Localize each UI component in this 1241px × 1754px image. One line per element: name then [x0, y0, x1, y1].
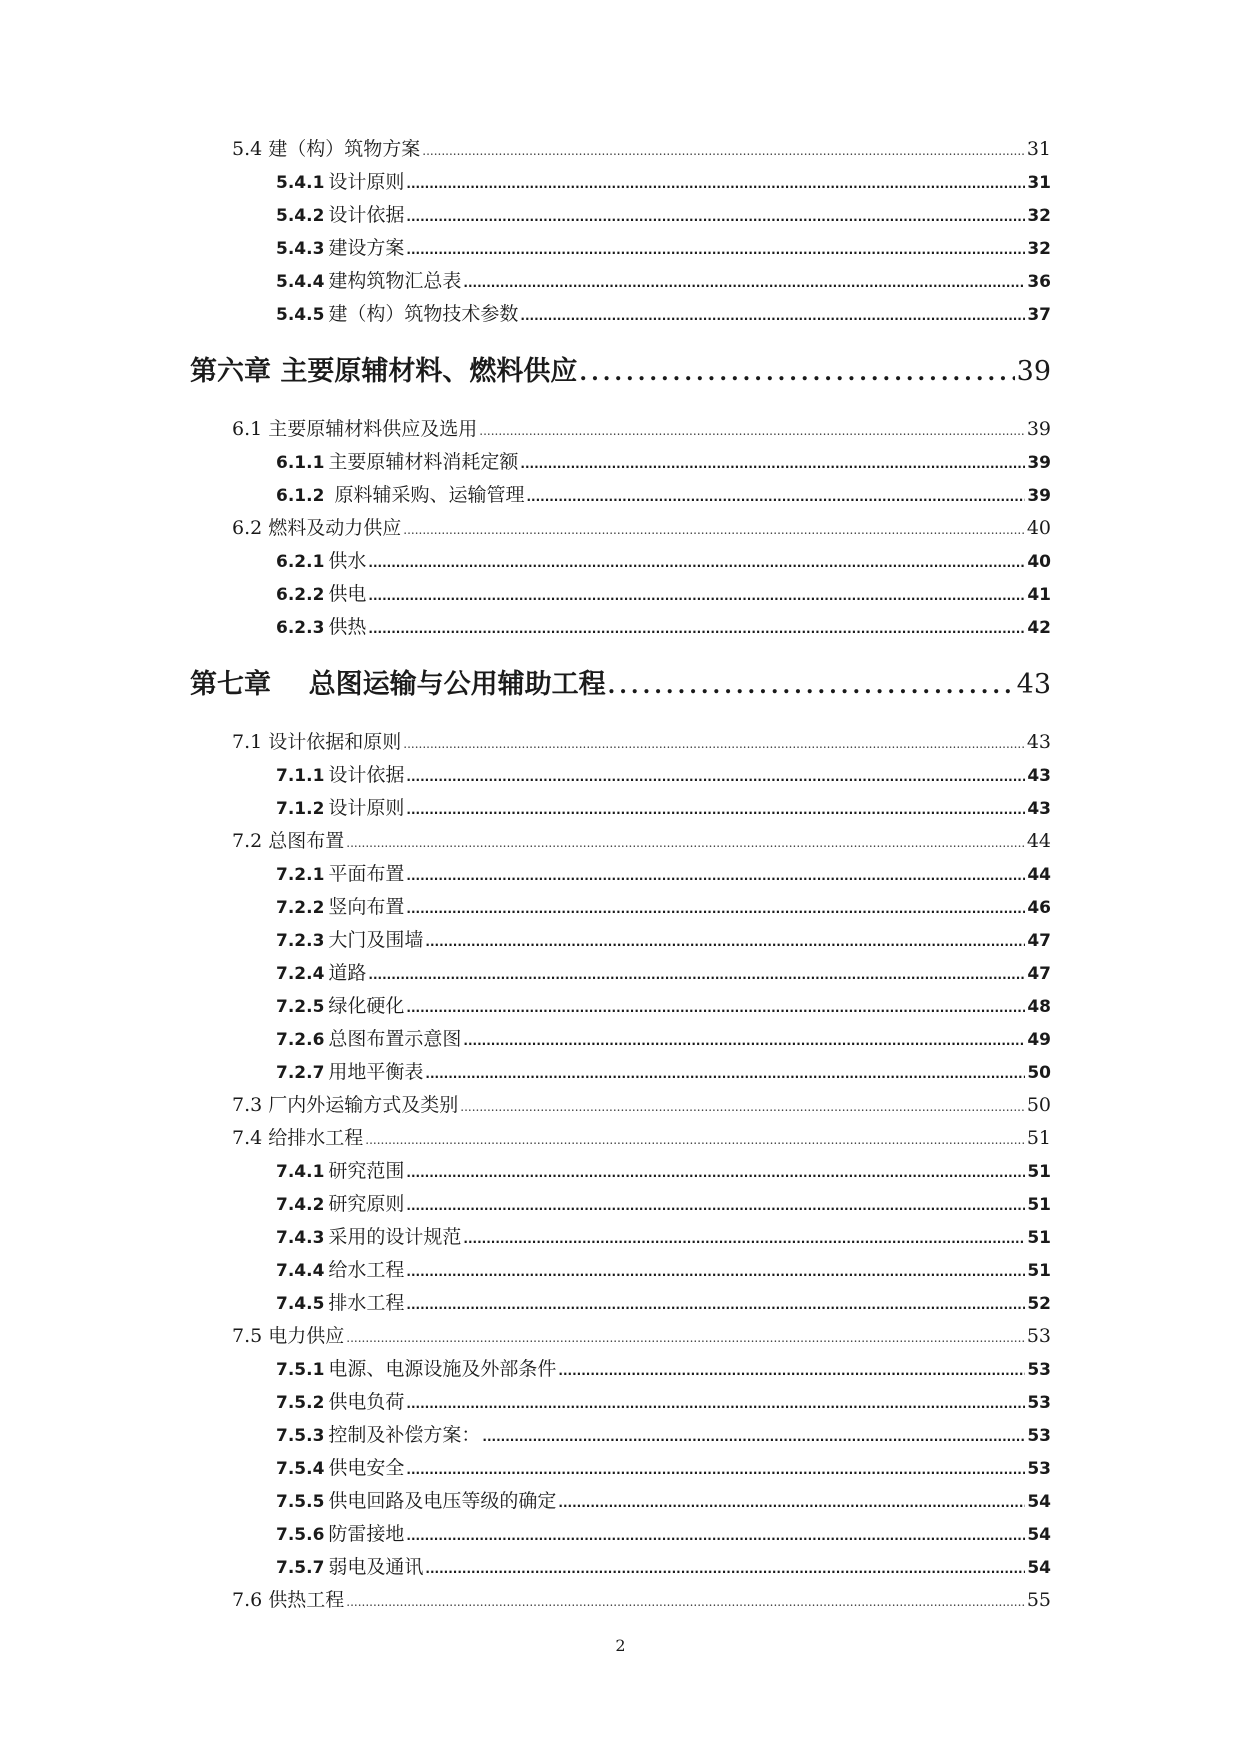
- toc-dot-leader: [422, 135, 1025, 168]
- toc-entry-number: 7.1.1: [276, 766, 325, 786]
- toc-entry-title: 7.3 厂内外运输方式及类别: [232, 1094, 459, 1116]
- toc-entry-label: [232, 413, 477, 446]
- toc-entry-label: [232, 512, 401, 545]
- toc-entry-number: 7.5.2: [276, 1393, 325, 1413]
- toc-dot-leader: [460, 1091, 1025, 1124]
- toc-entry-label: [276, 1518, 404, 1552]
- toc-entry-title: 主要原辅材料消耗定额: [328, 451, 519, 473]
- toc-section-entry[interactable]: [232, 1584, 1051, 1617]
- toc-entry-title: 7.5 电力供应: [232, 1325, 345, 1347]
- toc-dot-leader: [558, 1487, 1025, 1520]
- toc-entry-label: [276, 891, 404, 925]
- toc-entry-number: 7.2.1: [276, 865, 325, 885]
- toc-entry-page: 51: [1027, 1228, 1051, 1248]
- toc-subsection-entry[interactable]: [276, 545, 1051, 578]
- toc-entry-label: [276, 1221, 461, 1255]
- toc-entry-title: 电源、电源设施及外部条件: [328, 1358, 557, 1380]
- toc-entry-page: 32: [1027, 239, 1051, 259]
- toc-entry-title: 设计依据: [328, 204, 405, 226]
- toc-entry-page: 37: [1027, 305, 1051, 325]
- toc-section-entry[interactable]: [232, 1320, 1051, 1353]
- toc-entry-page: 52: [1027, 1294, 1051, 1314]
- toc-entry-label: [276, 446, 518, 480]
- toc-entry-title: 第六章 主要原辅材料、燃料供应: [190, 356, 578, 387]
- toc-entry-page: 40: [1027, 552, 1051, 572]
- toc-dot-leader: [463, 267, 1025, 300]
- toc-entry-label: [232, 1122, 363, 1155]
- toc-entry-label: [232, 726, 401, 759]
- toc-entry-label: [276, 1419, 480, 1453]
- toc-entry-page: 46: [1027, 898, 1051, 918]
- toc-subsection-entry[interactable]: [276, 298, 1051, 331]
- toc-dot-leader: [463, 1025, 1025, 1058]
- toc-entry-title: 用地平衡表: [328, 1061, 424, 1083]
- toc-entry-number: 7.2.3: [276, 931, 325, 951]
- toc-dot-leader: [346, 1322, 1025, 1355]
- toc-subsection-entry[interactable]: [276, 1023, 1051, 1056]
- toc-entry-page: 48: [1027, 997, 1051, 1017]
- toc-subsection-entry[interactable]: [276, 578, 1051, 611]
- toc-entry-label: [276, 578, 366, 612]
- toc-dot-leader: [406, 860, 1025, 893]
- toc-entry-number: 7.5.6: [276, 1525, 325, 1545]
- toc-subsection-entry[interactable]: [276, 479, 1051, 512]
- toc-subsection-entry[interactable]: [276, 1287, 1051, 1320]
- toc-dot-leader: [406, 992, 1025, 1025]
- toc-entry-page: 51: [1026, 1127, 1051, 1149]
- toc-dot-leader: [520, 448, 1025, 481]
- toc-entry-page: 44: [1026, 830, 1051, 852]
- toc-entry-title: 7.6 供热工程: [232, 1589, 345, 1611]
- toc-entry-page: 31: [1026, 138, 1051, 160]
- toc-entry-page: 41: [1027, 585, 1051, 605]
- toc-entry-page: 53: [1027, 1459, 1051, 1479]
- toc-entry-label: [276, 232, 404, 266]
- toc-entry-number: 6.1.1: [276, 453, 325, 473]
- toc-entry-label: [276, 792, 404, 826]
- toc-entry-number: 7.4.1: [276, 1162, 325, 1182]
- toc-entry-page: 51: [1027, 1162, 1051, 1182]
- toc-dot-leader: [608, 645, 1015, 727]
- toc-subsection-entry[interactable]: [276, 1221, 1051, 1254]
- toc-dot-leader: [406, 893, 1025, 926]
- toc-entry-page: 44: [1027, 865, 1051, 885]
- toc-entry-title: 供热: [328, 616, 367, 638]
- toc-chapter-entry[interactable]: [190, 644, 1051, 726]
- toc-entry-number: 7.2.5: [276, 997, 325, 1017]
- toc-dot-leader: [368, 580, 1025, 613]
- toc-dot-leader: [520, 300, 1025, 333]
- toc-entry-page: 43: [1016, 669, 1051, 700]
- toc-dot-leader: [368, 547, 1025, 580]
- toc-subsection-entry[interactable]: [276, 232, 1051, 265]
- toc-dot-leader: [425, 1058, 1025, 1091]
- toc-entry-title: 供电负荷: [328, 1391, 405, 1413]
- toc-entry-number: 5.4.2: [276, 206, 325, 226]
- toc-entry-title: 设计原则: [328, 171, 405, 193]
- toc-subsection-entry[interactable]: [276, 990, 1051, 1023]
- toc-entry-page: 50: [1027, 1063, 1051, 1083]
- toc-entry-page: 39: [1026, 418, 1051, 440]
- toc-subsection-entry[interactable]: [276, 1155, 1051, 1188]
- toc-section-entry[interactable]: [232, 1122, 1051, 1155]
- toc-entry-label: [276, 957, 366, 991]
- toc-entry-title: 6.2 燃料及动力供应: [232, 517, 402, 539]
- toc-entry-label: [276, 759, 404, 793]
- toc-entry-title: 防雷接地: [328, 1523, 405, 1545]
- toc-entry-number: 5.4.1: [276, 173, 325, 193]
- toc-dot-leader: [406, 1388, 1025, 1421]
- toc-entry-title: 建设方案: [328, 237, 405, 259]
- toc-subsection-entry[interactable]: [276, 611, 1051, 644]
- toc-entry-page: 32: [1027, 206, 1051, 226]
- toc-entry-label: [190, 331, 577, 413]
- toc-entry-page: 39: [1027, 453, 1051, 473]
- toc-subsection-entry[interactable]: [276, 891, 1051, 924]
- toc-entry-title: 建构筑物汇总表: [328, 270, 462, 292]
- toc-dot-leader: [406, 234, 1025, 267]
- toc-entry-page: 53: [1027, 1393, 1051, 1413]
- toc-entry-label: [276, 990, 404, 1024]
- toc-dot-leader: [526, 481, 1025, 514]
- toc-entry-number: 6.2.1: [276, 552, 325, 572]
- toc-entry-page: 43: [1027, 799, 1051, 819]
- toc-entry-page: 47: [1027, 964, 1051, 984]
- toc-entry-label: [276, 1452, 404, 1486]
- toc-entry-label: [190, 644, 606, 726]
- toc-entry-title: 7.1 设计依据和原则: [232, 731, 402, 753]
- toc-entry-number: 7.5.4: [276, 1459, 325, 1479]
- toc-entry-page: 50: [1026, 1094, 1051, 1116]
- toc-entry-number: 7.4.4: [276, 1261, 325, 1281]
- toc-section-entry[interactable]: [232, 1089, 1051, 1122]
- toc-dot-leader: [406, 1289, 1025, 1322]
- toc-entry-title: 绿化硬化: [328, 995, 405, 1017]
- toc-dot-leader: [425, 1553, 1025, 1586]
- toc-subsection-entry[interactable]: [276, 1419, 1051, 1452]
- toc-entry-title: 6.1 主要原辅材料供应及选用: [232, 418, 478, 440]
- toc-entry-number: 7.2.7: [276, 1063, 325, 1083]
- toc-entry-title: 5.4 建（构）筑物方案: [232, 138, 421, 160]
- toc-subsection-entry[interactable]: [276, 1353, 1051, 1386]
- toc-entry-label: [276, 611, 366, 645]
- toc-dot-leader: [346, 827, 1025, 860]
- toc-dot-leader: [365, 1124, 1025, 1157]
- toc-entry-page: 53: [1027, 1360, 1051, 1380]
- toc-entry-label: [232, 133, 420, 166]
- toc-entry-title: 设计原则: [328, 797, 405, 819]
- toc-entry-title: 第七章 总图运输与公用辅助工程: [190, 669, 606, 700]
- toc-dot-leader: [558, 1355, 1025, 1388]
- toc-entry-page: 36: [1027, 272, 1051, 292]
- toc-entry-label: [276, 1353, 556, 1387]
- toc-subsection-entry[interactable]: [276, 265, 1051, 298]
- toc-entry-title: 排水工程: [328, 1292, 405, 1314]
- toc-section-entry[interactable]: [232, 825, 1051, 858]
- toc-section-entry[interactable]: [232, 726, 1051, 759]
- toc-entry-page: 43: [1027, 766, 1051, 786]
- toc-subsection-entry[interactable]: [276, 166, 1051, 199]
- toc-dot-leader: [406, 1190, 1025, 1223]
- toc-entry-label: [276, 166, 404, 200]
- toc-entry-title: 研究原则: [328, 1193, 405, 1215]
- toc-entry-label: [232, 1320, 344, 1353]
- toc-entry-label: [276, 199, 404, 233]
- toc-subsection-entry[interactable]: [276, 1386, 1051, 1419]
- toc-entry-title: 供电回路及电压等级的确定: [328, 1490, 557, 1512]
- toc-entry-label: [276, 1551, 423, 1585]
- toc-entry-label: [276, 1254, 404, 1288]
- toc-dot-leader: [406, 761, 1025, 794]
- toc-dot-leader: [368, 613, 1025, 646]
- toc-entry-title: 原料辅采购、运输管理: [328, 484, 525, 506]
- toc-entry-label: [232, 825, 344, 858]
- toc-subsection-entry[interactable]: [276, 924, 1051, 957]
- toc-dot-leader: [406, 201, 1025, 234]
- toc-dot-leader: [482, 1421, 1025, 1454]
- toc-dot-leader: [479, 415, 1025, 448]
- toc-subsection-entry[interactable]: [276, 792, 1051, 825]
- toc-entry-label: [276, 1485, 556, 1519]
- toc-entry-number: 7.2.4: [276, 964, 325, 984]
- toc-entry-number: 7.4.3: [276, 1228, 325, 1248]
- toc-entry-title: 供电: [328, 583, 367, 605]
- toc-entry-page: 53: [1026, 1325, 1051, 1347]
- toc-subsection-entry[interactable]: [276, 957, 1051, 990]
- toc-entry-number: 7.1.2: [276, 799, 325, 819]
- toc-entry-page: 39: [1027, 486, 1051, 506]
- toc-entry-number: 5.4.3: [276, 239, 325, 259]
- toc-entry-label: [276, 1155, 404, 1189]
- toc-dot-leader: [346, 1586, 1025, 1619]
- toc-subsection-entry[interactable]: [276, 199, 1051, 232]
- toc-entry-title: 总图布置示意图: [328, 1028, 462, 1050]
- toc-entry-title: 供水: [328, 550, 367, 572]
- toc-entry-title: 研究范围: [328, 1160, 405, 1182]
- toc-entry-label: [232, 1089, 458, 1122]
- toc-entry-title: 7.2 总图布置: [232, 830, 345, 852]
- page-number: 2: [615, 1636, 626, 1655]
- toc-dot-leader: [403, 514, 1025, 547]
- toc-entry-label: [276, 1287, 404, 1321]
- toc-dot-leader: [406, 1520, 1025, 1553]
- toc-entry-label: [232, 1584, 344, 1617]
- toc-entry-number: 7.5.5: [276, 1492, 325, 1512]
- toc-section-entry[interactable]: [232, 413, 1051, 446]
- toc-dot-leader: [579, 332, 1014, 414]
- toc-entry-page: 51: [1027, 1195, 1051, 1215]
- toc-entry-number: 7.4.2: [276, 1195, 325, 1215]
- toc-subsection-entry[interactable]: [276, 446, 1051, 479]
- toc-entry-title: 大门及围墙: [328, 929, 424, 951]
- toc-entry-number: 5.4.4: [276, 272, 325, 292]
- toc-dot-leader: [403, 728, 1025, 761]
- toc-subsection-entry[interactable]: [276, 858, 1051, 891]
- toc-entry-page: 39: [1016, 356, 1051, 387]
- toc-entry-number: 6.2.3: [276, 618, 325, 638]
- toc-subsection-entry[interactable]: [276, 1056, 1051, 1089]
- toc-entry-page: 42: [1027, 618, 1051, 638]
- toc-entry-page: 31: [1027, 173, 1051, 193]
- toc-subsection-entry[interactable]: [276, 759, 1051, 792]
- toc-entry-label: [276, 924, 423, 958]
- toc-dot-leader: [463, 1223, 1025, 1256]
- toc-entry-title: 建（构）筑物技术参数: [328, 303, 519, 325]
- toc-subsection-entry[interactable]: [276, 1452, 1051, 1485]
- toc-entry-title: 弱电及通讯: [328, 1556, 424, 1578]
- toc-entry-page: 53: [1027, 1426, 1051, 1446]
- toc-entry-page: 51: [1027, 1261, 1051, 1281]
- toc-entry-title: 控制及补偿方案：: [328, 1424, 481, 1446]
- toc-entry-page: 54: [1027, 1558, 1051, 1578]
- toc-entry-label: [276, 298, 518, 332]
- toc-entry-label: [276, 1188, 404, 1222]
- toc-entry-title: 竖向布置: [328, 896, 405, 918]
- toc-entry-page: 54: [1027, 1492, 1051, 1512]
- toc-subsection-entry[interactable]: [276, 1551, 1051, 1584]
- toc-subsection-entry[interactable]: [276, 1485, 1051, 1518]
- toc-dot-leader: [406, 1454, 1025, 1487]
- toc-entry-number: 6.2.2: [276, 585, 325, 605]
- toc-section-entry[interactable]: [232, 512, 1051, 545]
- toc-entry-title: 采用的设计规范: [328, 1226, 462, 1248]
- toc-subsection-entry[interactable]: [276, 1254, 1051, 1287]
- toc-entry-label: [276, 545, 366, 579]
- toc-entry-number: 7.2.6: [276, 1030, 325, 1050]
- toc-entry-label: [276, 1023, 461, 1057]
- toc-entry-label: [276, 479, 524, 513]
- toc-dot-leader: [406, 168, 1025, 201]
- toc-entry-title: 平面布置: [328, 863, 405, 885]
- toc-entry-label: [276, 1386, 404, 1420]
- toc-entry-page: 55: [1026, 1589, 1051, 1611]
- toc-entry-title: 供电安全: [328, 1457, 405, 1479]
- toc-dot-leader: [368, 959, 1025, 992]
- toc-dot-leader: [406, 1256, 1025, 1289]
- toc-entry-title: 7.4 给排水工程: [232, 1127, 364, 1149]
- toc-entry-title: 给水工程: [328, 1259, 405, 1281]
- toc-dot-leader: [406, 794, 1025, 827]
- toc-entry-title: 道路: [328, 962, 367, 984]
- toc-entry-number: 7.2.2: [276, 898, 325, 918]
- toc-entry-label: [276, 1056, 423, 1090]
- toc-dot-leader: [425, 926, 1025, 959]
- toc-section-entry[interactable]: [232, 133, 1051, 166]
- toc-entry-page: 43: [1026, 731, 1051, 753]
- toc-chapter-entry[interactable]: [190, 331, 1051, 413]
- toc-entry-page: 47: [1027, 931, 1051, 951]
- toc-entry-number: 6.1.2: [276, 486, 325, 506]
- toc-entry-number: 7.5.3: [276, 1426, 325, 1446]
- toc-entry-number: 5.4.5: [276, 305, 325, 325]
- toc-entry-label: [276, 265, 461, 299]
- toc-entry-number: 7.5.1: [276, 1360, 325, 1380]
- toc-dot-leader: [406, 1157, 1025, 1190]
- toc-subsection-entry[interactable]: [276, 1518, 1051, 1551]
- toc-entry-label: [276, 858, 404, 892]
- toc-entry-number: 7.5.7: [276, 1558, 325, 1578]
- table-of-contents: [0, 133, 1241, 1617]
- toc-entry-title: 设计依据: [328, 764, 405, 786]
- toc-entry-number: 7.4.5: [276, 1294, 325, 1314]
- toc-subsection-entry[interactable]: [276, 1188, 1051, 1221]
- toc-entry-page: 40: [1026, 517, 1051, 539]
- toc-entry-page: 54: [1027, 1525, 1051, 1545]
- toc-entry-page: 49: [1027, 1030, 1051, 1050]
